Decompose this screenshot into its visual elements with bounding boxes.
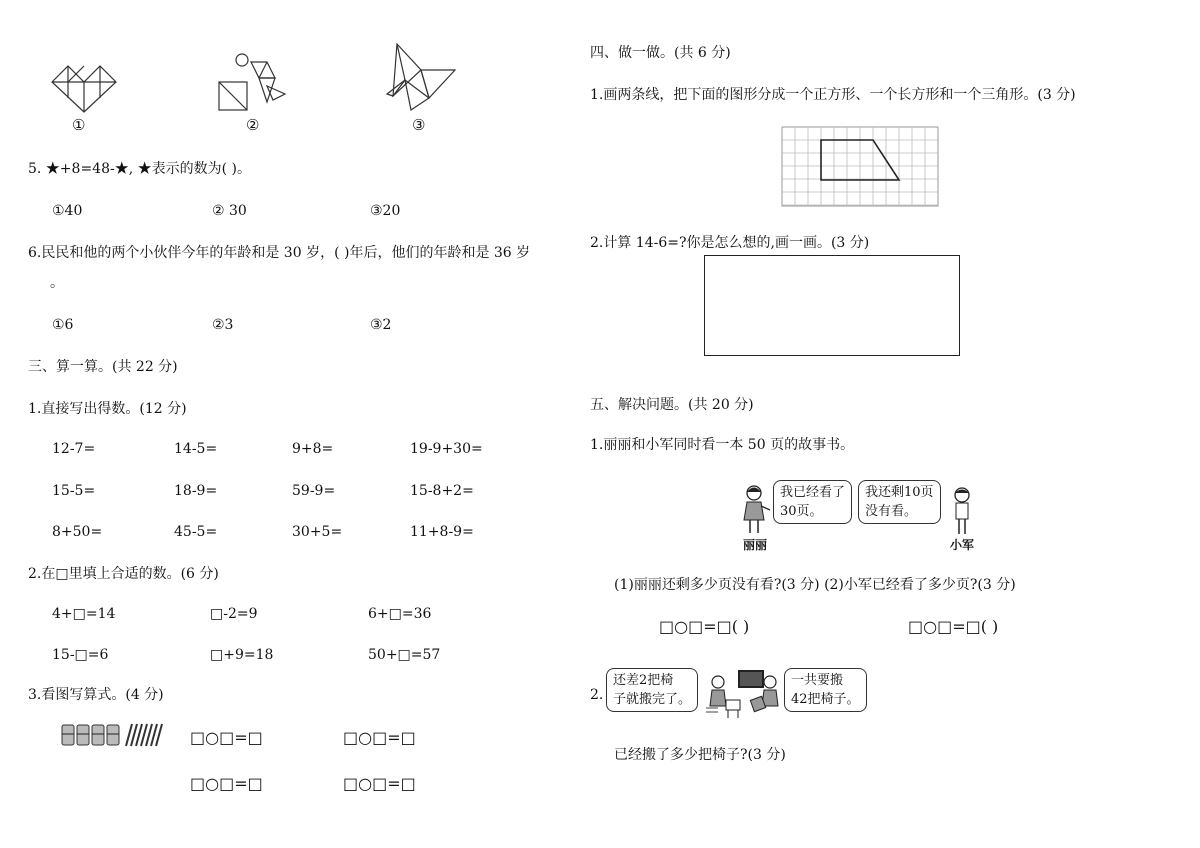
s4-q2-title: 2.计算 14-6=?你是怎么想的,画一画。(3 分) [590, 235, 870, 251]
bubble-line: 还差2把椅 [613, 673, 674, 688]
question-6-continuation: 。 [50, 275, 64, 291]
bubble-line: 子就搬完了。 [613, 692, 692, 707]
bubble-line: 没有看。 [865, 504, 918, 519]
calc-item: 15-5= [52, 483, 96, 499]
calc-item: 12-7= [52, 441, 96, 457]
girl-lili-illustration [740, 484, 772, 536]
fill-item: 4+□=14 [52, 606, 116, 622]
figure-label-1: ① [72, 116, 86, 134]
s3-q1-title: 1.直接写出得数。(12 分) [28, 401, 187, 417]
fill-item: □+9=18 [210, 647, 274, 663]
calc-item: 11+8-9= [410, 524, 474, 540]
question-6: 6.民民和他的两个小伙伴今年的年龄和是 30 岁，( )年后，他们的年龄和是 36 岁 [28, 245, 531, 261]
speech-bubble-right [784, 668, 867, 712]
calc-item: 14-5= [174, 441, 218, 457]
q5-option-2: ② 30 [212, 203, 247, 219]
section-3-title: 三、算一算。(共 22 分) [28, 359, 178, 375]
section-5-title: 五、解决问题。(共 20 分) [590, 397, 754, 413]
calc-item: 8+50= [52, 524, 103, 540]
tangram-figure-3 [385, 40, 460, 112]
equation-blank[interactable]: □○□=□ [343, 728, 416, 747]
bubble-line: 我已经看了 [780, 485, 846, 500]
drawing-box[interactable] [704, 255, 960, 356]
section-4-title: 四、做一做。(共 6 分) [590, 45, 731, 61]
s5-q1-title: 1.丽丽和小军同时看一本 50 页的故事书。 [590, 437, 855, 453]
bubble-line: 我还剩10页 [865, 485, 934, 500]
equation-blank[interactable]: □○□=□ [343, 774, 416, 793]
fill-item: 6+□=36 [368, 606, 432, 622]
figure-label-3: ③ [412, 116, 426, 134]
speech-bubble-lili [773, 480, 852, 524]
answer-blank-right[interactable]: □○□=□( ) [908, 617, 999, 636]
fill-item: □-2=9 [210, 606, 258, 622]
answer-blank-left[interactable]: □○□=□( ) [659, 617, 750, 636]
s3-q3-title: 3.看图写算式。(4 分) [28, 687, 164, 703]
calc-item: 30+5= [292, 524, 343, 540]
s5-q2-question: 已经搬了多少把椅子?(3 分) [614, 747, 786, 763]
q6-option-1: ①6 [52, 317, 74, 333]
speech-bubble-left [606, 668, 698, 712]
fill-item: 50+□=57 [368, 647, 441, 663]
calc-item: 9+8= [292, 441, 334, 457]
bubble-line: 42把椅子。 [791, 692, 860, 707]
s4-q1-title: 1.画两条线，把下面的图形分成一个正方形、一个长方形和一个三角形。(3 分) [590, 87, 1076, 103]
bubble-line: 30页。 [780, 504, 823, 519]
equation-blank[interactable]: □○□=□ [190, 728, 263, 747]
q5-option-1: ①40 [52, 203, 83, 219]
fill-item: 15-□=6 [52, 647, 109, 663]
bubble-line: 一共要搬 [791, 673, 844, 688]
s5-q1-subquestions: (1)丽丽还剩多少页没有看?(3 分) (2)小军已经看了多少页?(3 分) [614, 577, 1016, 593]
question-5: 5. ★+8=48-★, ★表示的数为( )。 [28, 161, 251, 177]
q6-option-2: ②3 [212, 317, 234, 333]
calc-item: 15-8+2= [410, 483, 474, 499]
calc-item: 18-9= [174, 483, 218, 499]
tangram-figure-2 [215, 52, 290, 112]
q6-option-3: ③2 [370, 317, 392, 333]
grid-trapezoid-figure[interactable] [782, 127, 939, 207]
calc-item: 19-9+30= [410, 441, 483, 457]
tangram-figure-1 [50, 60, 120, 115]
children-moving-chairs-illustration [704, 668, 784, 720]
s5-q2-number: 2. [590, 687, 604, 703]
s3-q2-title: 2.在□里填上合适的数。(6 分) [28, 566, 219, 582]
calc-item: 59-9= [292, 483, 336, 499]
boy-xiaojun-illustration [948, 486, 976, 536]
speech-bubble-xiaojun [858, 480, 941, 524]
name-lili: 丽丽 [743, 538, 768, 552]
stick-bundles-image [60, 722, 165, 748]
calc-item: 45-5= [174, 524, 218, 540]
q5-option-3: ③20 [370, 203, 401, 219]
equation-blank[interactable]: □○□=□ [190, 774, 263, 793]
figure-label-2: ② [246, 116, 260, 134]
name-xiaojun: 小军 [950, 538, 975, 552]
